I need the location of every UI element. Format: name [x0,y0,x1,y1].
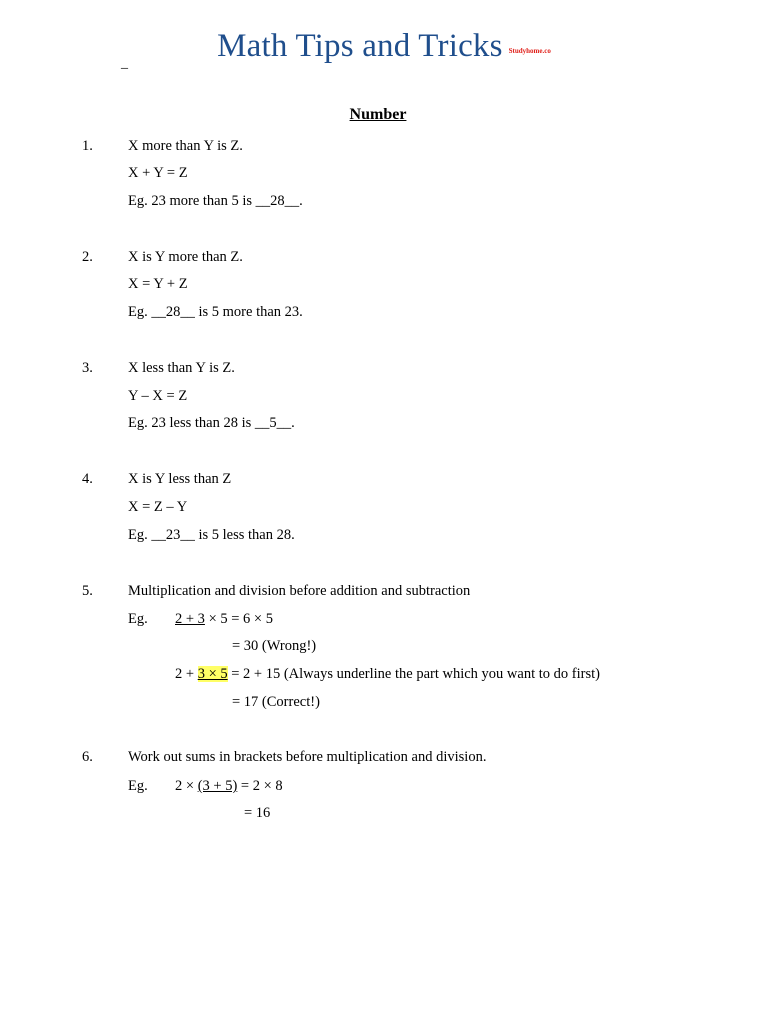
item-number: 2. [82,249,93,265]
rule-statement: X less than Y is Z. [128,360,235,376]
example-wrong-step [175,610,273,628]
rule-heading: Work out sums in brackets before multiplication and division. [128,749,487,765]
example-text: Eg. [128,527,152,543]
item-number: 3. [82,360,93,376]
document-title: Math Tips and Tricks [217,28,503,64]
underlined-part: 2 + 3 [175,611,205,627]
rule-example [128,303,303,321]
example-text: × 5 = 6 × 5 [204,611,273,627]
example-answer: __28__ [255,193,300,209]
highlighted-part: 3 × 5 [197,666,228,682]
example-text: = 2 + 15 (Always underline the part which you want to do first) [227,666,600,682]
document-header [0,28,768,65]
rule-example [128,526,295,544]
example-text: 2 + [175,666,198,682]
example-label: Eg. [128,778,148,794]
example-step [175,777,283,795]
rule-formula: X + Y = Z [128,165,188,181]
watermark-badge: Studyhome.co [508,47,551,55]
example-text: 2 × [175,778,198,794]
example-label: Eg. [128,611,148,627]
item-number: 6. [82,749,93,765]
section-title: Number [349,106,407,123]
example-suffix: is 5 less than 28. [194,527,295,543]
rule-statement: X is Y less than Z [128,471,232,487]
rule-heading: Multiplication and division before addition and subtraction [128,583,471,599]
example-correct-result: = 17 (Correct!) [232,694,320,710]
rule-formula: X = Y + Z [128,276,188,292]
example-text: Eg. 23 more than 5 is [128,193,256,209]
example-suffix: is 5 more than 23. [194,304,303,320]
item-number: 4. [82,471,93,487]
item-number: 5. [82,583,93,599]
rule-formula: Y – X = Z [128,388,188,404]
rule-example [128,192,303,210]
rule-statement: X is Y more than Z. [128,249,243,265]
example-answer: __28__ [151,304,195,320]
example-text: = 2 × 8 [237,778,283,794]
rule-formula: X = Z – Y [128,499,188,515]
item-number: 1. [82,138,93,154]
underlined-part: (3 + 5) [197,778,238,794]
example-text: Eg. [128,304,152,320]
example-wrong-result: = 30 (Wrong!) [232,638,317,654]
example-correct-step [175,665,600,683]
example-answer: __23__ [151,527,195,543]
example-text: Eg. 23 less than 28 is [128,415,255,431]
example-suffix: . [299,193,303,209]
rule-example [128,414,295,432]
stray-mark: _ [121,56,128,71]
rule-statement: X more than Y is Z. [128,138,243,154]
example-suffix: . [291,415,295,431]
example-answer: __5__ [254,415,292,431]
example-result: = 16 [244,805,271,821]
